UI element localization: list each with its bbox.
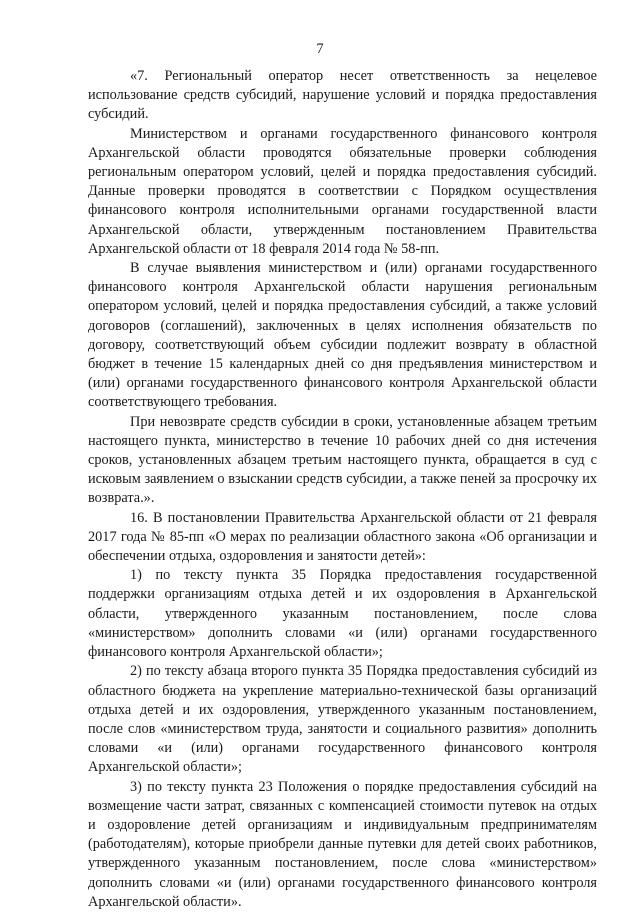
paragraph-inspections: Министерством и органами государственного финансового контроля Архангельской области проводятся обязательные проверки соблюдения региональным оператором условий, целей и порядка предоставления субсидий. Данные проверки проводятся в соответствии с Порядком осуществления финансового контроля исполнительными органами государственной власти Архангельской области, утвержденным постановлением Правительства Архангельской области от 18 февраля 2014 года № 58-пп. [88, 125, 597, 257]
paragraph-7-responsibility: «7. Региональный оператор несет ответственность за нецелевое использование средств субсидий, нарушение условий и порядка предоставления субсидий. [88, 68, 597, 123]
page-number: 7 [316, 41, 324, 57]
document-body [88, 67, 597, 912]
list-item-1: 1) по тексту пункта 35 Порядка предоставления государственной поддержки организациям отдыха детей и их оздоровления в Архангельской области, утвержденного указанным постановлением, после слова «министерством» дополнить словами «и (или) органами государственного финансового контроля Архангельской области»; [88, 567, 597, 661]
list-item-3: 3) по тексту пункта 23 Положения о порядке предоставления субсидий на возмещение части затрат, связанных с компенсацией стоимости путевок на отдых и оздоровление детей организациям и индивидуальным предпринимателям (работодателям), которые приобрели данные путевки для детей своих работников, утвержденного указанным постановлением, после слова «министерством» дополнить словами «и (или) органами государственного финансового контроля Архангельской области». [88, 778, 597, 910]
paragraph-non-return-court: При невозврате средств субсидии в сроки, установленные абзацем третьим настоящего пункта, министерство в течение 10 рабочих дней со дня истечения сроков, установленных абзацем третьим настоящего пункта, обращается в суд с исковым заявлением о взыскании средств субсидии, а также пеней за просрочку их возврата.». [88, 413, 597, 507]
paragraph-16-resolution: 16. В постановлении Правительства Архангельской области от 21 февраля 2017 года № 85-пп «О мерах по реализации областного закона «Об организации и обеспечении отдыха, оздоровления и занятости детей»: [88, 509, 597, 565]
paragraph-violations-return: В случае выявления министерством и (или) органами государственного финансового контроля Архангельской области нарушения региональным оператором условий, целей и порядка предоставления субсидий, а также условий договоров (соглашений), заключенных в целях исполнения обязательств по договору, соответствующий объем субсидии подлежит возврату в областной бюджет в течение 15 календарных дней со дня предъявления министерством и (или) органами государственного финансового контроля Архангельской области соответствующего требования. [88, 260, 597, 411]
list-item-2: 2) по тексту абзаца второго пункта 35 Порядка предоставления субсидий из областного бюджета на укрепление материально-технической базы организаций отдыха детей и их оздоровления, утвержденного указанным постановлением, после слов «министерством труда, занятости и социального развития» дополнить словами «и (или) органами государственного финансового контроля Архангельской области»; [88, 663, 597, 776]
